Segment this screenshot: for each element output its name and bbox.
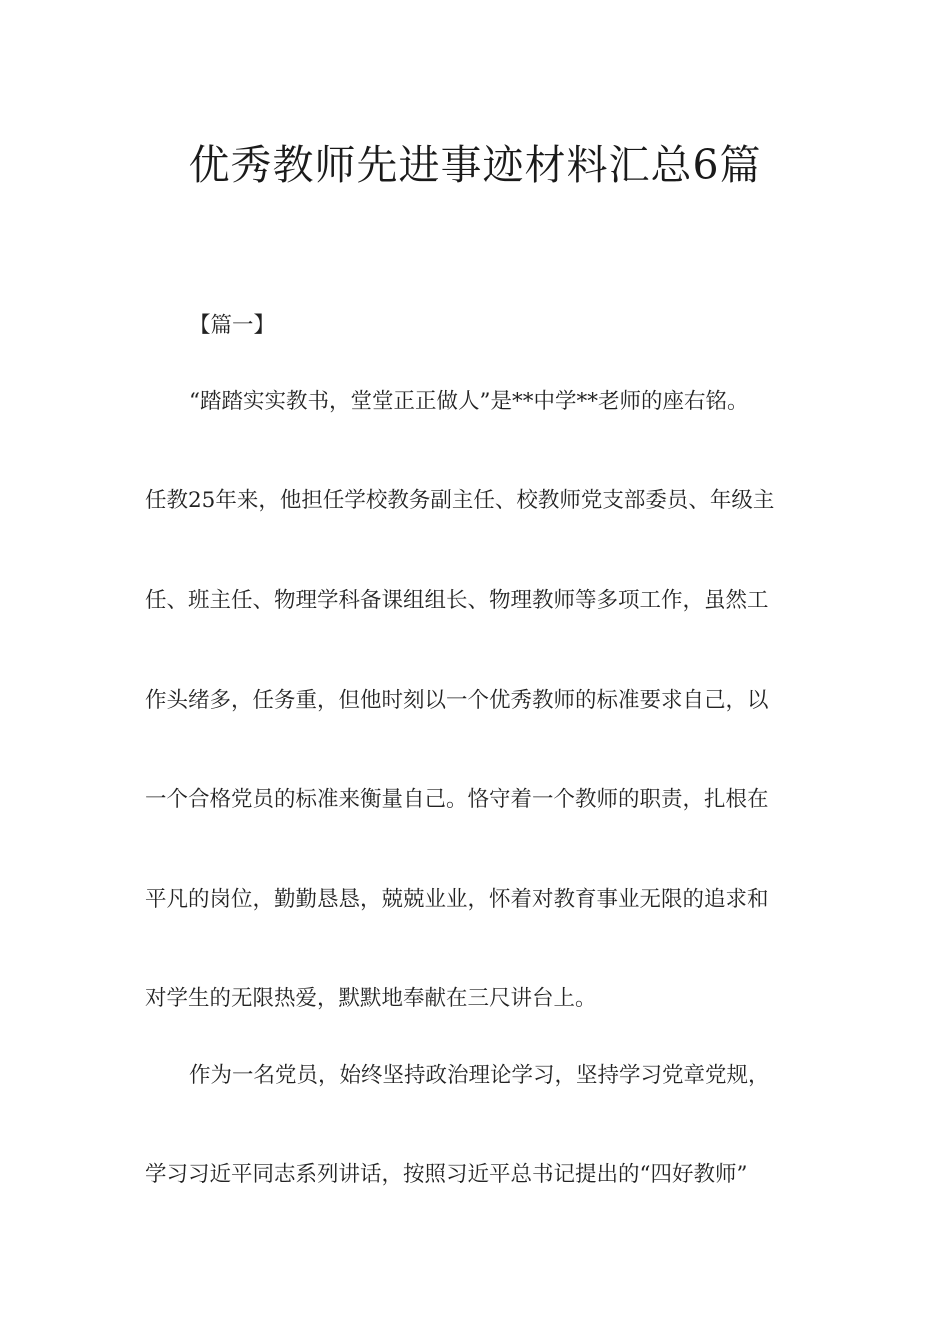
- paragraph-line: 任、班主任、物理学科备课组组长、物理教师等多项工作，虽然工: [145, 588, 769, 613]
- paragraph-line: 作头绪多，任务重，但他时刻以一个优秀教师的标准要求自己，以: [145, 688, 769, 713]
- paragraph-line: 对学生的无限热爱，默默地奉献在三尺讲台上。: [145, 986, 597, 1011]
- paragraph-line: 学习习近平同志系列讲话，按照习近平总书记提出的“四好教师”: [145, 1162, 748, 1187]
- paragraph-line: 作为一名党员，始终坚持政治理论学习，坚持学习党章党规，: [189, 1063, 770, 1088]
- section-label: 【篇一】: [189, 313, 276, 338]
- paragraph-line: 一个合格党员的标准来衡量自己。恪守着一个教师的职责，扎根在: [145, 787, 769, 812]
- paragraph-line: 任教25年来，他担任学校教务副主任、校教师党支部委员、年级主: [145, 488, 775, 513]
- page-title: 优秀教师先进事迹材料汇总6篇: [188, 141, 762, 189]
- paragraph-line: 平凡的岗位，勤勤恳恳，兢兢业业，怀着对教育事业无限的追求和: [145, 887, 769, 912]
- paragraph-line: “踏踏实实教书，堂堂正正做人”是**中学**老师的座右铭。: [189, 389, 749, 414]
